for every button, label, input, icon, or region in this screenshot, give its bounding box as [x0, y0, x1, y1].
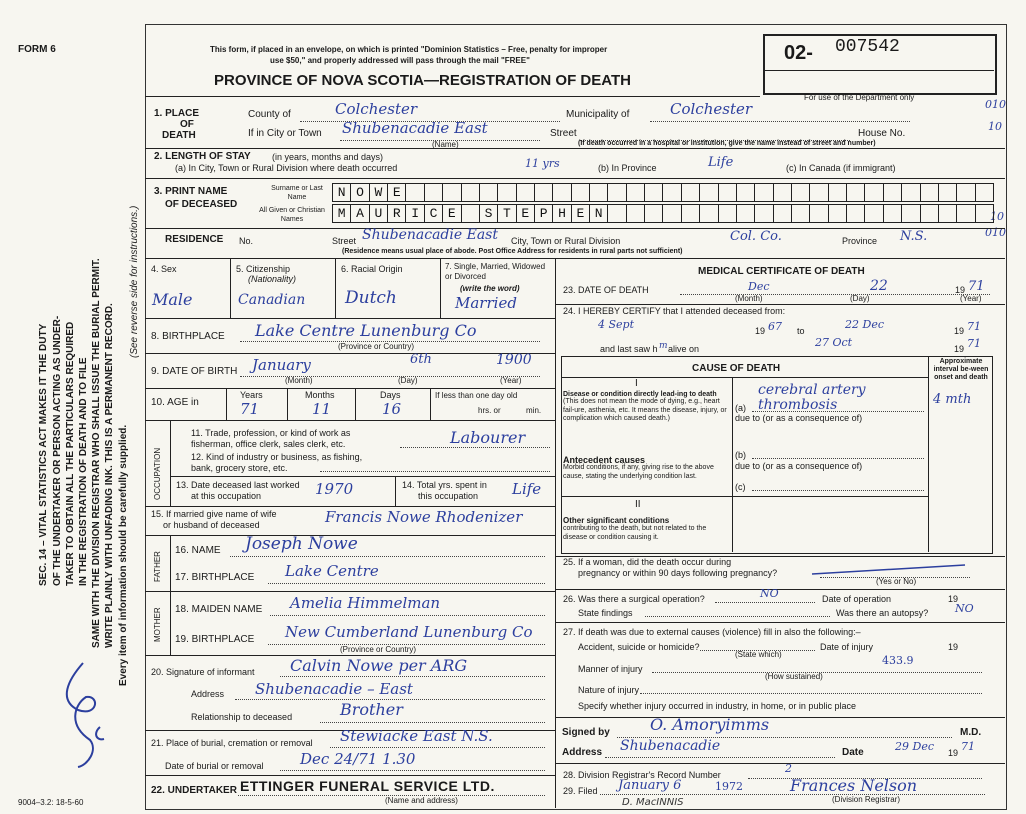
name-cell: E [443, 205, 461, 222]
informant-relation-value: Brother [340, 700, 403, 719]
mother-side-label: MOTHER [153, 607, 162, 642]
certify-from-yr-prefix: 19 [755, 326, 766, 336]
other-conditions-label: Other significant conditions [563, 516, 670, 525]
stay-c-label: (c) In Canada (if immigrant) [786, 163, 896, 173]
citizenship-sub: (Nationality) [248, 274, 297, 284]
name-cell [921, 205, 939, 222]
due-to-1: due to (or as a consequence of) [735, 413, 863, 423]
age-days-value: 16 [382, 400, 402, 418]
name-cell: T [498, 205, 516, 222]
q27-nature-label: Nature of injury [578, 685, 640, 695]
q27-label: 27. If death was due to external causes (violence) fill in also the following:– [563, 627, 861, 637]
birthplace-value: Lake Centre Lunenburg Co [255, 321, 477, 340]
county-label: County of [248, 109, 291, 120]
informant-sig-label: 20. Signature of informant [151, 667, 255, 677]
name-label-1: 3. PRINT NAME [154, 186, 228, 197]
name-cell [719, 205, 737, 222]
name-cell [829, 184, 847, 201]
last-saw-value: 27 Oct [815, 336, 853, 349]
signed-date-value: 29 Dec [895, 740, 934, 753]
residence-note: (Residence means usual place of abode. Post Office Address for residents in rural parts not sufficient) [342, 248, 683, 255]
name-cell [865, 205, 883, 222]
occ-13-label-a: 13. Date deceased last worked [176, 480, 300, 490]
name-cell: P [535, 205, 553, 222]
name-cell [682, 184, 700, 201]
residence-province-label: Province [842, 236, 878, 246]
name-cell [976, 184, 993, 201]
name-cell [755, 184, 773, 201]
signed-by-label: Signed by [562, 727, 610, 738]
record-number-value: 2 [785, 762, 792, 775]
dod-year-caption: (Year) [960, 294, 982, 303]
filed-year: 1972 [715, 780, 743, 793]
occ-12-label-a: 12. Kind of industry or business, as fishing, [191, 452, 363, 462]
name-cell [517, 184, 535, 201]
certify-to-yr-prefix: 19 [954, 326, 965, 336]
q27-manner-label: Manner of injury [578, 664, 643, 674]
name-cell [700, 205, 718, 222]
name-cell: N [333, 184, 351, 201]
certify-to: 22 Dec [845, 318, 884, 331]
last-saw-yr-prefix: 19 [954, 344, 965, 354]
last-saw-label: and last saw h [600, 344, 658, 354]
name-cell [774, 205, 792, 222]
dod-month: Dec [748, 280, 770, 293]
stay-b-value: Life [708, 155, 734, 170]
occ-14-label-b: this occupation [418, 491, 479, 501]
stay-label: 2. LENGTH OF STAY [154, 151, 251, 162]
disease-sub: (This does not mean the mode of dying, e.g., heart fail-ure, asthenia, etc. It means the disease, injury, or complication which caused death.) [563, 398, 727, 422]
father-side-label: FATHER [153, 551, 162, 582]
occ-11-label-b: fisherman, office clerk, sales clerk, etc. [191, 439, 346, 449]
residence-street-label: Street [332, 236, 357, 246]
name-cell [792, 205, 810, 222]
registration-number: 007542 [835, 37, 900, 57]
mother-name-value: Amelia Himmelman [290, 594, 441, 612]
q27-how-caption: (How sustained) [765, 672, 823, 681]
occupation-side-label: OCCUPATION [153, 447, 162, 500]
name-cell [425, 184, 443, 201]
sex-label: 4. Sex [151, 264, 177, 274]
burial-date-value: Dec 24/71 1.30 [300, 750, 416, 768]
name-cell [810, 184, 828, 201]
name-cell [553, 184, 571, 201]
side-instruction-1: SEC. 14 – VITAL STATISTICS ACT MAKES IT THE DUTY [38, 323, 49, 586]
burial-place-label: 21. Place of burial, cremation or removal [151, 738, 313, 748]
stay-a-value: 11 yrs [525, 157, 560, 170]
q25-label-2: pregnancy or within 90 days following pregnancy? [578, 568, 778, 578]
dob-day: 6th [410, 352, 432, 367]
surname-grid [332, 183, 994, 202]
stay-b-label: (b) In Province [598, 163, 657, 173]
q27-state-caption: (State which) [735, 650, 782, 659]
name-cell [810, 205, 828, 222]
name-cell: E [517, 205, 535, 222]
name-cell: W [370, 184, 388, 201]
undertaker-value: ETTINGER FUNERAL SERVICE LTD. [240, 778, 495, 794]
age-months-value: 11 [312, 400, 332, 418]
name-cell [443, 184, 461, 201]
municipality-label: Municipality of [566, 109, 630, 120]
dod-day: 22 [870, 278, 888, 294]
q26-label: 26. Was there a surgical operation? [563, 594, 705, 604]
name-cell: A [351, 205, 369, 222]
name-cell [572, 184, 590, 201]
name-cell [847, 184, 865, 201]
city-label: If in City or Town [248, 128, 322, 139]
name-cell [663, 184, 681, 201]
cause-c-label: (c) [735, 482, 746, 492]
q26-autopsy-value: NO [955, 602, 974, 615]
name-cell [774, 184, 792, 201]
stay-a-label: (a) In City, Town or Rural Division where death occurred [175, 163, 398, 173]
signed-yr: 71 [961, 740, 975, 753]
residence-label: RESIDENCE [165, 234, 224, 245]
alive-on-label: alive on [668, 344, 700, 354]
name-cell [627, 184, 645, 201]
father-name-label: 16. NAME [175, 545, 221, 556]
occ-12-label-b: bank, grocery store, etc. [191, 463, 288, 473]
name-cell [884, 205, 902, 222]
residence-city-value: Col. Co. [730, 229, 782, 244]
name-cell [498, 184, 516, 201]
q26-findings-label: State findings [578, 608, 633, 618]
place-label-2: OF [180, 119, 194, 130]
signed-by-value: O. Amoryimms [650, 715, 770, 734]
q26-value: NO [760, 587, 779, 600]
disease-label: Disease or condition directly lead-ing to death [563, 391, 717, 398]
margin-scribble [38, 655, 128, 775]
name-cell [939, 205, 957, 222]
name-cell [792, 184, 810, 201]
registration-prefix: 02- [784, 42, 813, 64]
name-cell [627, 205, 645, 222]
city-name-caption: (Name) [432, 140, 459, 149]
informant-address-value: Shubenacadie – East [255, 680, 413, 698]
residence-province-value: N.S. [900, 229, 928, 244]
cause-b-label: (b) [735, 450, 746, 460]
name-cell [700, 184, 718, 201]
name-cell [884, 184, 902, 201]
registrar-caption: (Division Registrar) [832, 795, 901, 804]
given-grid [332, 204, 994, 223]
side-instruction-2: OF THE UNDERTAKER OR PERSON ACTING AS UNDER- [52, 315, 63, 586]
informant-sig-value: Calvin Nowe per ARG [290, 656, 468, 675]
citizenship-value: Canadian [238, 292, 306, 308]
dept-code-1: 010 [985, 98, 1006, 111]
name-cell [682, 205, 700, 222]
certify-label: 24. I HEREBY CERTIFY that I attended deceased from: [563, 306, 786, 316]
medical-title: MEDICAL CERTIFICATE OF DEATH [698, 266, 865, 277]
father-name-value: Joseph Nowe [245, 534, 358, 554]
occ-13-label-b: at this occupation [191, 491, 262, 501]
other-conditions-sub: contributing to the death, but not related to the disease or condition causing it. [563, 525, 707, 541]
dod-month-caption: (Month) [735, 294, 763, 303]
spouse-label-1: 15. If married give name of wife [151, 509, 277, 519]
dept-code-2: 10 [988, 120, 1002, 133]
birthplace-caption: (Province or Country) [338, 342, 415, 351]
undertaker-label: 22. UNDERTAKER [151, 785, 237, 796]
q27-code: 433.9 [882, 654, 914, 667]
name-cell [957, 205, 975, 222]
name-cell: S [480, 205, 498, 222]
side-instruction-7: Every item of information should be carefully supplied. [118, 424, 129, 686]
mother-birthplace-label: 19. BIRTHPLACE [175, 634, 255, 645]
antecedent-sub: Morbid conditions, if any, giving rise to the above cause, stating the underlying condition last. [563, 464, 714, 480]
dob-day-caption: (Day) [398, 376, 418, 385]
due-to-2: due to (or as a consequence of) [735, 461, 863, 471]
department-use: For use of the Department only [804, 93, 915, 102]
name-cell [902, 205, 920, 222]
racial-origin-label: 6. Racial Origin [341, 264, 403, 274]
mother-birthplace-caption: (Province or Country) [340, 645, 417, 654]
last-saw-yr: 71 [967, 337, 981, 350]
name-cell: C [425, 205, 443, 222]
informant-address-label: Address [191, 689, 225, 699]
form-code: 9004–3.2: 18-5-60 [18, 798, 84, 807]
name-cell [921, 184, 939, 201]
q25-caption: (Yes or No) [876, 577, 917, 586]
marital-label: 7. Single, Married, Widowed or Divorced [445, 262, 546, 281]
name-cell [462, 205, 480, 222]
name-cell [737, 205, 755, 222]
form-number: FORM 6 [18, 44, 56, 55]
signed-yr-prefix: 19 [948, 748, 959, 758]
registrar-stamp: D. MacINNIS [622, 797, 684, 808]
dod-label: 23. DATE OF DEATH [563, 285, 649, 295]
name-cell [737, 184, 755, 201]
q26-autopsy-label: Was there an autopsy? [836, 608, 929, 618]
cause-a-label: (a) [735, 403, 746, 413]
father-birthplace-value: Lake Centre [285, 562, 379, 580]
registrar-name: Frances Nelson [790, 776, 918, 795]
side-instruction-4: IN THE REGISTRATION OF DEATH AND TO FILE [78, 357, 89, 586]
name-cell: R [388, 205, 406, 222]
certify-to-label: to [797, 326, 805, 336]
interval-label: Approximate interval be-ween onset and death [933, 358, 989, 381]
side-instruction-6: WRITE PLAINLY WITH UNFADING INK. THIS IS A PERMANENT RECORD. [104, 303, 115, 648]
name-cell: E [388, 184, 406, 201]
municipality-value: Colchester [670, 100, 753, 118]
q25-dash [810, 562, 970, 578]
marital-sub: (write the word) [460, 284, 520, 293]
marital-value: Married [455, 294, 517, 312]
name-cell [608, 184, 626, 201]
name-cell [645, 205, 663, 222]
dept-code-3: 10 [990, 210, 1004, 223]
city-value: Shubenacadie East [342, 119, 488, 137]
name-label-2: OF DECEASED [165, 199, 238, 210]
filed-label: 29. Filed [563, 786, 598, 796]
age-months-label: Months [305, 390, 335, 400]
name-cell [608, 205, 626, 222]
signed-address-label: Address [562, 747, 603, 758]
record-number-label: 28. Division Registrar's Record Number [563, 770, 721, 780]
place-label-1: 1. PLACE [154, 108, 200, 119]
age-min-label: min. [526, 406, 542, 415]
citizenship-label: 5. Citizenship [236, 264, 291, 274]
birthplace-label: 8. BIRTHPLACE [151, 331, 225, 342]
q27-accident-label: Accident, suicide or homicide? [578, 642, 700, 652]
hospital-note: (If death occurred in a hospital or institution, give the name instead of street and number) [578, 140, 876, 147]
name-cell [535, 184, 553, 201]
name-cell [902, 184, 920, 201]
sex-value: Male [152, 290, 193, 309]
dob-year-caption: (Year) [500, 376, 522, 385]
signed-address-value: Shubenacadie [620, 738, 721, 754]
mail-notice-1: This form, if placed in an envelope, on which is printed "Dominion Statistics – Free, penalty for improper [210, 45, 608, 54]
q27-injury-date-label: Date of injury [820, 642, 874, 652]
name-cell [847, 205, 865, 222]
name-cell: U [370, 205, 388, 222]
given-label: All Given or Christian Names [259, 207, 325, 223]
dod-year: 71 [968, 279, 985, 294]
place-label-3: DEATH [162, 130, 196, 141]
age-days-label: Days [380, 390, 401, 400]
cause-title: CAUSE OF DEATH [692, 363, 781, 374]
dept-code-4: 010 [985, 226, 1006, 239]
spouse-label-2: or husband of deceased [163, 520, 260, 530]
occ-14-value: Life [512, 480, 542, 498]
q27-specify-label: Specify whether injury occurred in industry, in home, or in public place [578, 701, 856, 711]
last-saw-sub: m [659, 341, 668, 351]
name-cell [957, 184, 975, 201]
street-label: Street [550, 128, 577, 139]
occ-11-label-a: 11. Trade, profession, or kind of work as [191, 428, 351, 438]
mail-notice-2: use $50," and properly addressed will pass through the mail "FREE" [270, 56, 530, 65]
filed-date: January 6 [618, 778, 682, 793]
mother-name-label: 18. MAIDEN NAME [175, 604, 263, 615]
q27-yr-prefix: 19 [948, 642, 959, 652]
age-label: 10. AGE in [151, 397, 199, 408]
name-cell [406, 184, 424, 201]
age-hrs-label: hrs. or [478, 406, 501, 415]
dob-year: 1900 [496, 352, 532, 368]
name-cell: H [553, 205, 571, 222]
racial-origin-value: Dutch [345, 288, 397, 308]
county-value: Colchester [335, 100, 418, 118]
name-cell [976, 205, 993, 222]
spouse-value: Francis Nowe Rhodenizer [325, 508, 523, 526]
dod-day-caption: (Day) [850, 294, 870, 303]
side-instruction-5: SAME WITH THE DIVISION REGISTRAR WHO SHALL ISSUE THE BURIAL PERMIT. [91, 258, 102, 648]
certify-from-yr: 67 [768, 320, 782, 333]
name-cell: M [333, 205, 351, 222]
occ-14-label-a: 14. Total yrs. spent in [402, 480, 487, 490]
name-cell [590, 184, 608, 201]
name-cell [719, 184, 737, 201]
name-cell [480, 184, 498, 201]
name-cell [939, 184, 957, 201]
signed-date-label: Date [842, 747, 864, 758]
age-less-label: If less than one day old [435, 391, 518, 400]
burial-place-value: Stewiacke East N.S. [340, 727, 493, 745]
name-cell [829, 205, 847, 222]
residence-street-value: Shubenacadie East [362, 227, 498, 243]
certify-to-yr: 71 [967, 320, 981, 333]
house-no-label: House No. [858, 128, 906, 139]
q25-label: 25. If a woman, did the death occur during [563, 557, 732, 567]
dob-label: 9. DATE OF BIRTH [151, 366, 238, 377]
section-2-label: II [635, 499, 641, 510]
q26-yr-prefix: 19 [948, 594, 959, 604]
certify-from: 4 Sept [598, 318, 635, 331]
q26-date-label: Date of operation [822, 594, 892, 604]
occ-13-value: 1970 [315, 480, 354, 498]
name-cell [755, 205, 773, 222]
dob-month: January [252, 356, 311, 374]
side-instruction-8: (See reverse side for instructions.) [129, 205, 140, 358]
burial-date-label: Date of burial or removal [165, 761, 264, 771]
residence-no-label: No. [239, 236, 254, 246]
signed-md: M.D. [960, 727, 982, 738]
undertaker-caption: (Name and address) [385, 796, 458, 805]
age-years-value: 71 [240, 400, 260, 418]
stay-sub: (in years, months and days) [272, 152, 384, 162]
mother-birthplace-value: New Cumberland Lunenburg Co [285, 623, 533, 641]
name-cell: E [572, 205, 590, 222]
form-title: PROVINCE OF NOVA SCOTIA—REGISTRATION OF DEATH [214, 72, 631, 89]
name-cell: I [406, 205, 424, 222]
dob-month-caption: (Month) [285, 376, 313, 385]
name-cell: O [351, 184, 369, 201]
informant-relation-label: Relationship to deceased [191, 712, 293, 722]
occ-11-value: Labourer [450, 428, 526, 447]
name-cell [865, 184, 883, 201]
cause-a-value: cerebral artery thrombosis [758, 382, 866, 413]
side-instruction-3: TAKER TO OBTAIN ALL THE PARTICULARS REQUIRED [65, 321, 76, 586]
name-cell [663, 205, 681, 222]
name-cell: N [590, 205, 608, 222]
interval-value: 4 mth [933, 392, 972, 407]
name-cell [462, 184, 480, 201]
dod-year-prefix: 19 [955, 285, 966, 295]
antecedent-label: Antecedent causes [563, 455, 646, 465]
section-1-label: I [635, 378, 638, 389]
name-cell [645, 184, 663, 201]
residence-city-label: City, Town or Rural Division [511, 236, 621, 246]
age-years-label: Years [240, 390, 263, 400]
father-birthplace-label: 17. BIRTHPLACE [175, 572, 255, 583]
surname-label: Surname or Last Name [271, 185, 323, 201]
